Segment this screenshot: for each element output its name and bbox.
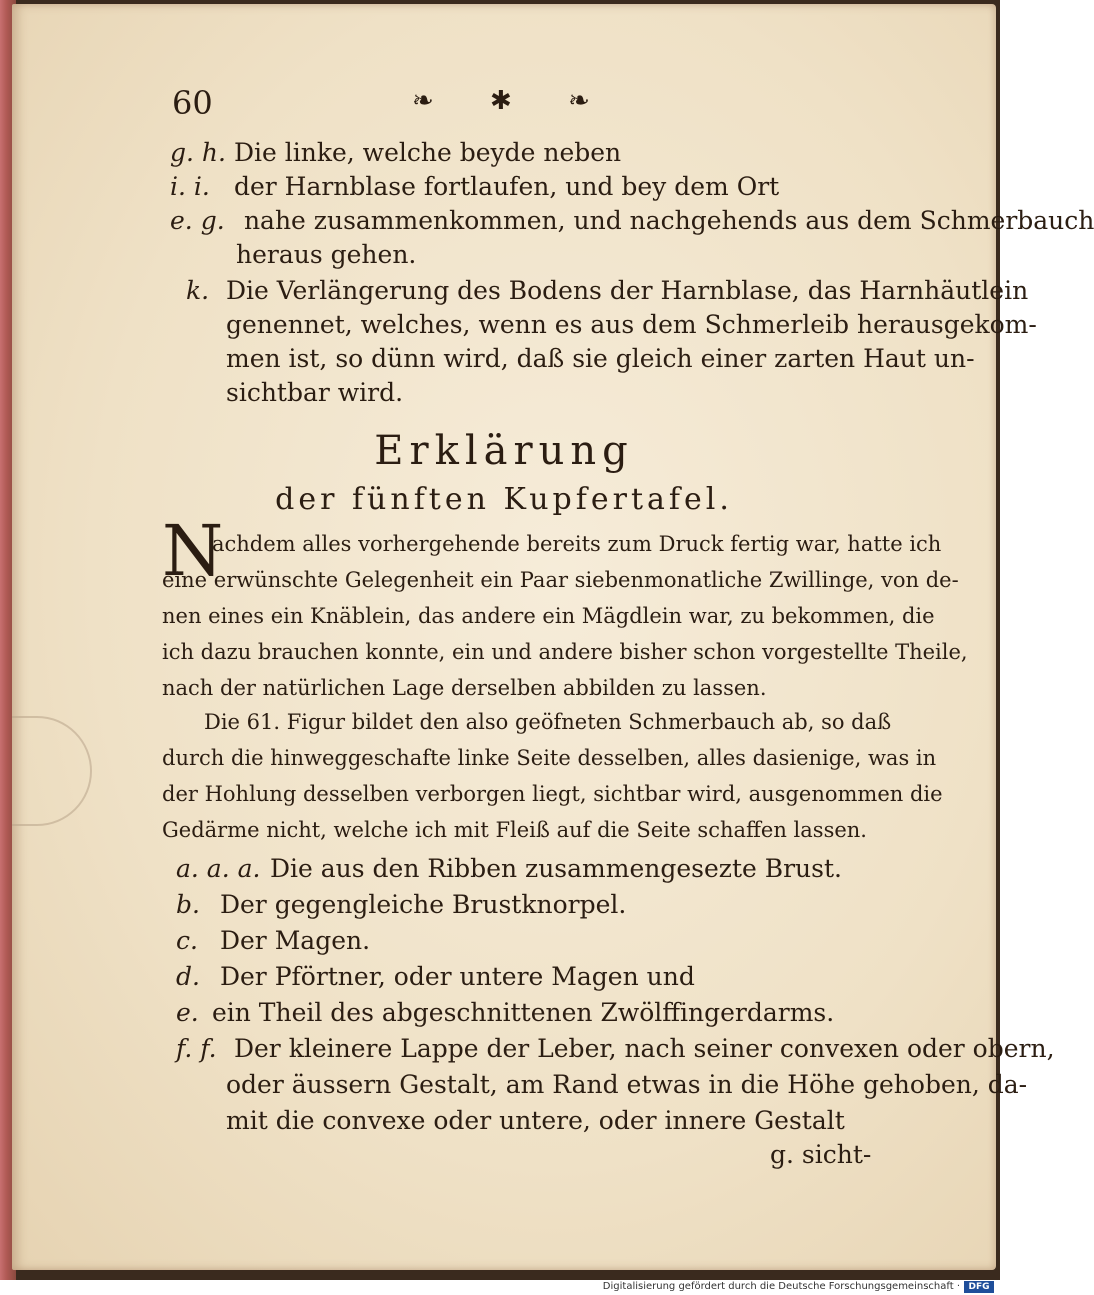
legend-text: Die aus den Ribben zusammengesezte Brust.	[269, 854, 842, 883]
legend-text: Der gegengleiche Brustknorpel.	[219, 890, 627, 919]
drop-cap: N	[162, 510, 224, 592]
legend-text: Der Magen.	[219, 926, 371, 955]
legend-line	[226, 1070, 1027, 1099]
page-text	[12, 4, 1094, 1270]
legend-text: der Harnblase fortlaufen, und bey dem Ort	[233, 172, 780, 201]
legend-text: mit die convexe oder untere, oder innere Gestalt	[226, 1106, 845, 1135]
legend-line	[176, 998, 834, 1027]
footer-bar	[0, 1280, 1000, 1295]
paragraph-line: der Hohlung desselben verborgen liegt, sichtbar wird, ausgenommen die	[162, 782, 943, 806]
paragraph-line: nen eines ein Knäblein, das andere ein Mägdlein war, zu bekommen, die	[162, 604, 935, 628]
legend-line	[226, 1106, 845, 1135]
legend-label: b.	[176, 890, 200, 919]
dfg-logo-icon: DFG	[964, 1281, 994, 1293]
legend-line	[170, 172, 779, 201]
legend-line	[226, 310, 1037, 339]
section-title: Erklärung	[374, 428, 634, 474]
legend-text: ein Theil des abgeschnittenen Zwölffingerdarms.	[211, 998, 835, 1027]
catchword: g. sicht-	[770, 1140, 872, 1169]
legend-line	[226, 344, 975, 373]
legend-line	[176, 854, 842, 883]
section-subtitle: der fünften Kupfertafel.	[275, 482, 733, 517]
legend-label: i. i.	[170, 172, 210, 201]
legend-text: Die Verlängerung des Bodens der Harnblase, das Harnhäutlein	[225, 276, 1029, 305]
page-number: 60	[172, 84, 213, 122]
legend-text: oder äussern Gestalt, am Rand etwas in die Höhe gehoben, da-	[226, 1070, 1028, 1099]
legend-text: genennet, welches, wenn es aus dem Schmerleib herausgekom-	[226, 310, 1037, 339]
legend-text: men ist, so dünn wird, daß sie gleich einer zarten Haut un-	[226, 344, 975, 373]
paragraph-line: durch die hinweggeschafte linke Seite desselben, alles dasienige, was in	[162, 746, 937, 770]
legend-line	[170, 206, 1094, 235]
paragraph-line: achdem alles vorhergehende bereits zum Druck fertig war, hatte ich	[212, 532, 942, 556]
legend-line	[186, 276, 1028, 305]
legend-line	[236, 240, 416, 269]
legend-text: sichtbar wird.	[226, 378, 404, 407]
legend-text: nahe zusammenkommen, und nachgehends aus dem Schmerbauch	[243, 206, 1094, 235]
header-ornament: ❧ ✱ ❧	[412, 86, 614, 116]
paragraph-line: eine erwünschte Gelegenheit ein Paar siebenmonatliche Zwillinge, von de-	[162, 568, 959, 592]
legend-text: Die linke, welche beyde neben	[233, 138, 622, 167]
legend-line	[176, 962, 695, 991]
legend-label: g. h.	[170, 138, 226, 167]
legend-label: c.	[176, 926, 198, 955]
paragraph-line: ich dazu brauchen konnte, ein und andere bisher schon vorgestellte Theile,	[162, 640, 968, 664]
legend-label: e. g.	[170, 206, 225, 235]
legend-label: a. a. a.	[176, 854, 261, 883]
page-header	[172, 84, 872, 124]
paragraph-line: nach der natürlichen Lage derselben abbilden zu lassen.	[162, 676, 767, 700]
paragraph-line: Die 61. Figur bildet den also geöfneten Schmerbauch ab, so daß	[204, 710, 892, 734]
legend-line	[226, 378, 403, 407]
legend-label: k.	[186, 276, 210, 305]
paragraph-line: Gedärme nicht, welche ich mit Fleiß auf die Seite schaffen lassen.	[162, 818, 867, 842]
legend-label: d.	[176, 962, 200, 991]
book-page	[12, 4, 1094, 1270]
legend-text: Der kleinere Lappe der Leber, nach seiner convexen oder obern,	[233, 1034, 1055, 1063]
legend-text: Der Pförtner, oder untere Magen und	[219, 962, 695, 991]
legend-label: f. f.	[176, 1034, 217, 1063]
legend-label: e.	[176, 998, 199, 1027]
footer-credit: Digitalisierung gefördert durch die Deutsche Forschungsgemeinschaft ·	[602, 1281, 960, 1292]
legend-line	[176, 890, 626, 919]
legend-text: heraus gehen.	[236, 240, 417, 269]
legend-line	[176, 1034, 1055, 1063]
legend-line	[176, 926, 370, 955]
legend-line	[170, 138, 621, 167]
